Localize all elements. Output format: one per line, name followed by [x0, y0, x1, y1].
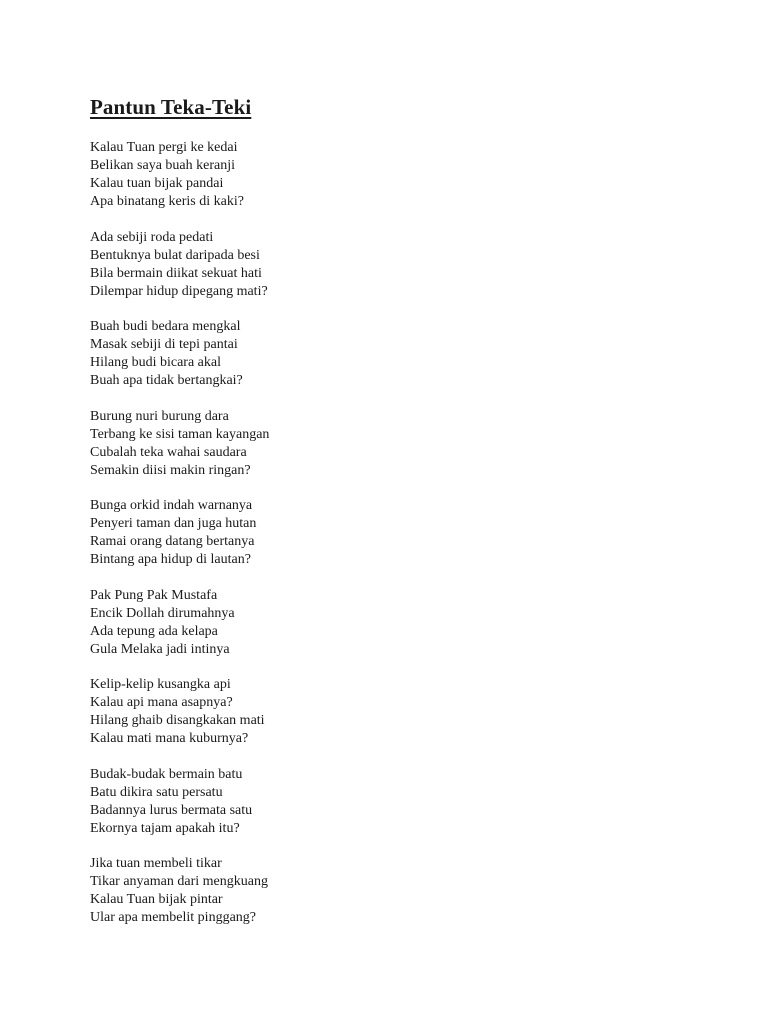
- stanza-line: Kalau Tuan pergi ke kedai: [90, 140, 238, 155]
- stanza-line: Budak-budak bermain batu: [90, 766, 243, 782]
- stanza-line: Bunga orkid indah warnanya: [90, 498, 253, 513]
- stanza-line: Buah apa tidak bertangkai?: [90, 373, 243, 388]
- stanza-line: Bintang apa hidup di lautan?: [90, 552, 251, 567]
- stanza-line: Ular apa membelit pinggang?: [90, 910, 256, 925]
- document-page: [90, 92, 710, 945]
- stanza-line: Masak sebiji di tepi pantai: [90, 337, 238, 352]
- stanza-line: Encik Dollah dirumahnya: [90, 605, 235, 621]
- stanza-line: Gula Melaka jadi intinya: [90, 641, 230, 657]
- stanza-line: Buah budi bedara mengkal: [90, 319, 241, 334]
- stanza-line: Pak Pung Pak Mustafa: [90, 587, 218, 603]
- stanza-line: Bentuknya bulat daripada besi: [90, 247, 260, 263]
- stanza-line: Cubalah teka wahai saudara: [90, 444, 247, 460]
- stanza-line: Semakin diisi makin ringan?: [90, 462, 251, 478]
- stanza-9: [90, 855, 710, 927]
- stanza-line: Ramai orang datang bertanya: [90, 534, 255, 549]
- stanza-line: Kalau mati mana kuburnya?: [90, 731, 249, 746]
- stanza-1: [90, 139, 710, 211]
- stanza-2: [90, 229, 710, 301]
- stanza-line: Apa binatang keris di kaki?: [90, 194, 244, 209]
- document-title: Pantun Teka-Teki: [90, 95, 252, 119]
- stanza-6: [90, 587, 710, 659]
- stanza-5: [90, 497, 710, 569]
- stanza-line: Kalau api mana asapnya?: [90, 695, 233, 710]
- stanza-line: Burung nuri burung dara: [90, 408, 229, 424]
- stanza-line: Kalau tuan bijak pandai: [90, 176, 224, 191]
- stanza-line: Ada sebiji roda pedati: [90, 229, 214, 245]
- stanza-line: Penyeri taman dan juga hutan: [90, 516, 257, 531]
- stanza-line: Kelip-kelip kusangka api: [90, 677, 231, 692]
- stanza-line: Bila bermain diikat sekuat hati: [90, 265, 262, 281]
- stanza-line: Ada tepung ada kelapa: [90, 623, 218, 639]
- stanza-list: [90, 139, 710, 927]
- stanza-line: Batu dikira satu persatu: [90, 784, 223, 800]
- stanza-line: Jika tuan membeli tikar: [90, 856, 222, 871]
- stanza-8: [90, 766, 710, 838]
- stanza-line: Hilang ghaib disangkakan mati: [90, 713, 265, 728]
- stanza-3: [90, 318, 710, 390]
- stanza-7: [90, 676, 710, 748]
- stanza-line: Terbang ke sisi taman kayangan: [90, 426, 270, 442]
- stanza-line: Dilempar hidup dipegang mati?: [90, 283, 268, 299]
- stanza-line: Hilang budi bicara akal: [90, 355, 222, 370]
- stanza-line: Kalau Tuan bijak pintar: [90, 892, 223, 907]
- stanza-line: Belikan saya buah keranji: [90, 158, 236, 173]
- stanza-line: Badannya lurus bermata satu: [90, 802, 253, 818]
- stanza-line: Tikar anyaman dari mengkuang: [90, 874, 268, 889]
- stanza-line: Ekornya tajam apakah itu?: [90, 820, 240, 836]
- stanza-4: [90, 408, 710, 480]
